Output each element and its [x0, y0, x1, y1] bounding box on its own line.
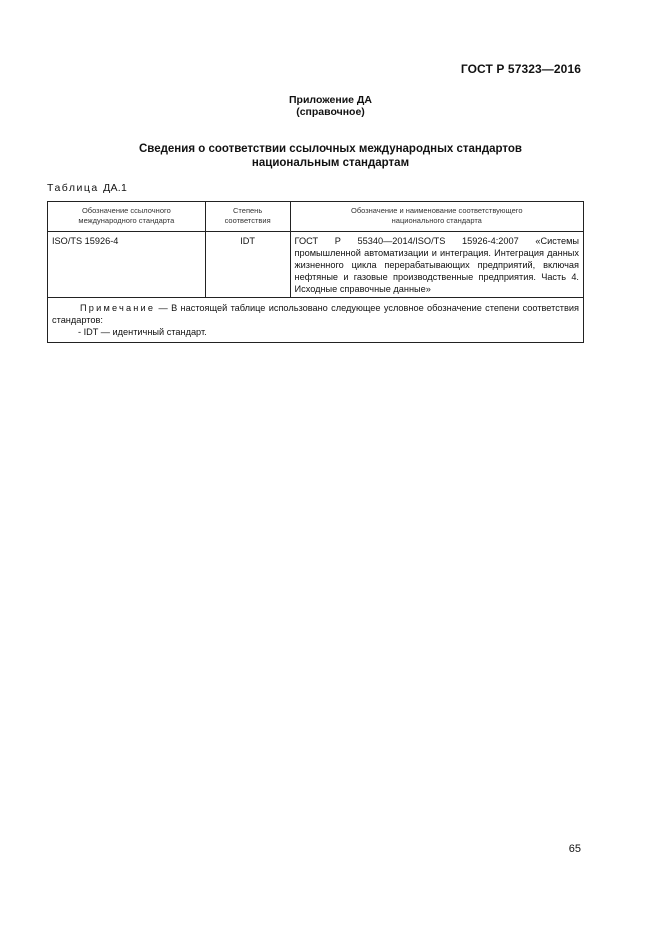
page-number: 65 — [568, 843, 581, 855]
header-international-standard — [48, 202, 206, 232]
note-label: Примечание — [80, 303, 156, 313]
note-dash: — — [155, 303, 172, 313]
table-note — [48, 298, 584, 343]
table-note-row — [48, 298, 584, 343]
note-list-item: - IDT — идентичный стандарт. — [78, 327, 207, 337]
header-col3-line1: Обозначение и наименование соответствующего — [350, 206, 523, 215]
table-caption-number: ДА.1 — [103, 182, 128, 194]
header-national-standard — [290, 202, 583, 232]
annex-title: Приложение ДА — [289, 94, 372, 106]
annex-subtitle: (справочное) — [296, 106, 365, 118]
table-row — [48, 232, 584, 298]
header-col1-line2: международного стандарта — [78, 216, 175, 225]
document-id: ГОСТ Р 57323—2016 — [460, 62, 581, 76]
header-col1-line1: Обозначение ссылочного — [81, 206, 171, 215]
cell-national-standard: ГОСТ Р 55340—2014/ISO/TS 15926-4:2007 «Системы промышленной автоматизации и интеграция. Интеграция данных жизненного цикла перерабатывающих предприятий, включая нефтяные и газовые производственные предприятия. Часть 4. Исходные справочные данные» — [290, 232, 583, 298]
header-col2-line1: Степень — [233, 206, 263, 215]
note-text-block — [52, 302, 579, 326]
header-degree — [205, 202, 290, 232]
cell-degree: IDT — [205, 232, 290, 298]
table-header-row — [48, 202, 584, 232]
table-caption — [47, 182, 127, 194]
section-title — [0, 142, 661, 170]
correspondence-table — [47, 201, 584, 343]
header-col3-line2: национального стандарта — [391, 216, 482, 225]
section-title-line1: Сведения о соответствии ссылочных международных стандартов — [138, 143, 522, 155]
header-col2-line2: соответствия — [224, 216, 271, 225]
table-caption-label: Таблица — [47, 182, 99, 194]
section-title-line2: национальным стандартам — [251, 157, 410, 169]
note-text: В настоящей таблице использовано следующее условное обозначение степени соответствия стандартов: — [52, 303, 580, 325]
cell-international-standard: ISO/TS 15926-4 — [48, 232, 206, 298]
